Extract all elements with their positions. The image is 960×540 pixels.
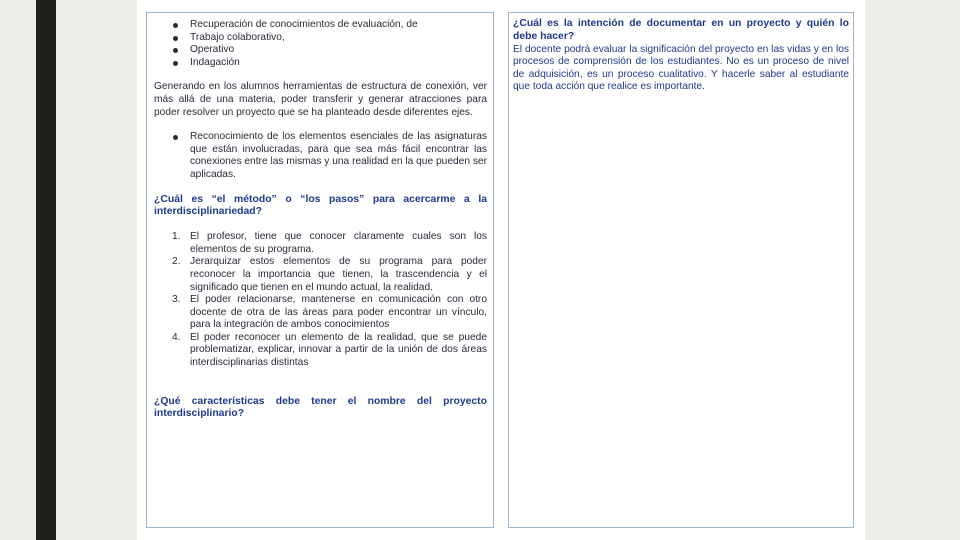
bullet-list-mid: [154, 131, 487, 181]
bullet-item: Indagación: [190, 57, 487, 70]
step-number: 3.: [172, 294, 181, 306]
bullet-item: Trabajo colaborativo,: [190, 32, 487, 45]
answer-documentation: El docente podrá evaluar la significación del proyecto en las vidas y en los procesos de comprensión de los estudiantes. No es un proceso de nivel de adquisición, es un proceso cualitativo. Y hacerle saber al estudiante que toda acción que realice es importante.: [513, 43, 849, 93]
step-item: [172, 294, 487, 332]
step-text: El poder relacionarse, mantenerse en comunicación con otro docente de otra de las áreas para poder encontrar un vínculo, para la integración de ambos conocimientos: [190, 294, 487, 331]
right-text-box: [508, 12, 854, 528]
left-text-box: [146, 12, 494, 528]
bullet-list-top: [154, 19, 487, 69]
step-number: 1.: [172, 231, 181, 243]
question-project-name: ¿Qué características debe tener el nombre del proyecto interdisciplinario?: [154, 395, 487, 420]
step-text: El poder reconocer un elemento de la realidad, que se puede problematizar, explicar, innovar a partir de la unión de dos áreas interdisciplinarias distintas: [190, 331, 487, 369]
paragraph-connections: Generando en los alumnos herramientas de estructura de conexión, ver más allá de una materia, poder transferir y generar atracciones para poder resolver un proyecto que se ha planteado desde diferentes ejes.: [154, 81, 487, 118]
steps-list: [154, 231, 487, 370]
question-method: ¿Cuál es “el método” o “los pasos” para acercarme a la interdisciplinariedad?: [154, 193, 487, 218]
bullet-item: Operativo: [190, 44, 487, 57]
step-number: 4.: [172, 331, 181, 343]
step-item: [172, 256, 487, 294]
step-text: Jerarquizar estos elementos de su programa para poder reconocer la importancia que tienen, la trascendencia y el significado que tienen en el mundo actual, la realidad.: [190, 256, 487, 293]
question-documentation: ¿Cuál es la intención de documentar en un proyecto y quién lo debe hacer?: [513, 18, 849, 42]
step-text: El profesor, tiene que conocer claramente cuales son los elementos de su programa.: [190, 231, 487, 255]
bullet-item: Reconocimiento de los elementos esenciales de las asignaturas que están involucradas, para que sea más fácil encontrar las conexiones entre las mismas y una realidad en la que pueden ser aplicadas.: [190, 131, 487, 180]
step-item: [172, 231, 487, 256]
bullet-item: Recuperación de conocimientos de evaluación, de: [190, 19, 487, 32]
slide-left-bar: [36, 0, 56, 540]
step-item: [172, 331, 487, 370]
step-number: 2.: [172, 256, 181, 268]
